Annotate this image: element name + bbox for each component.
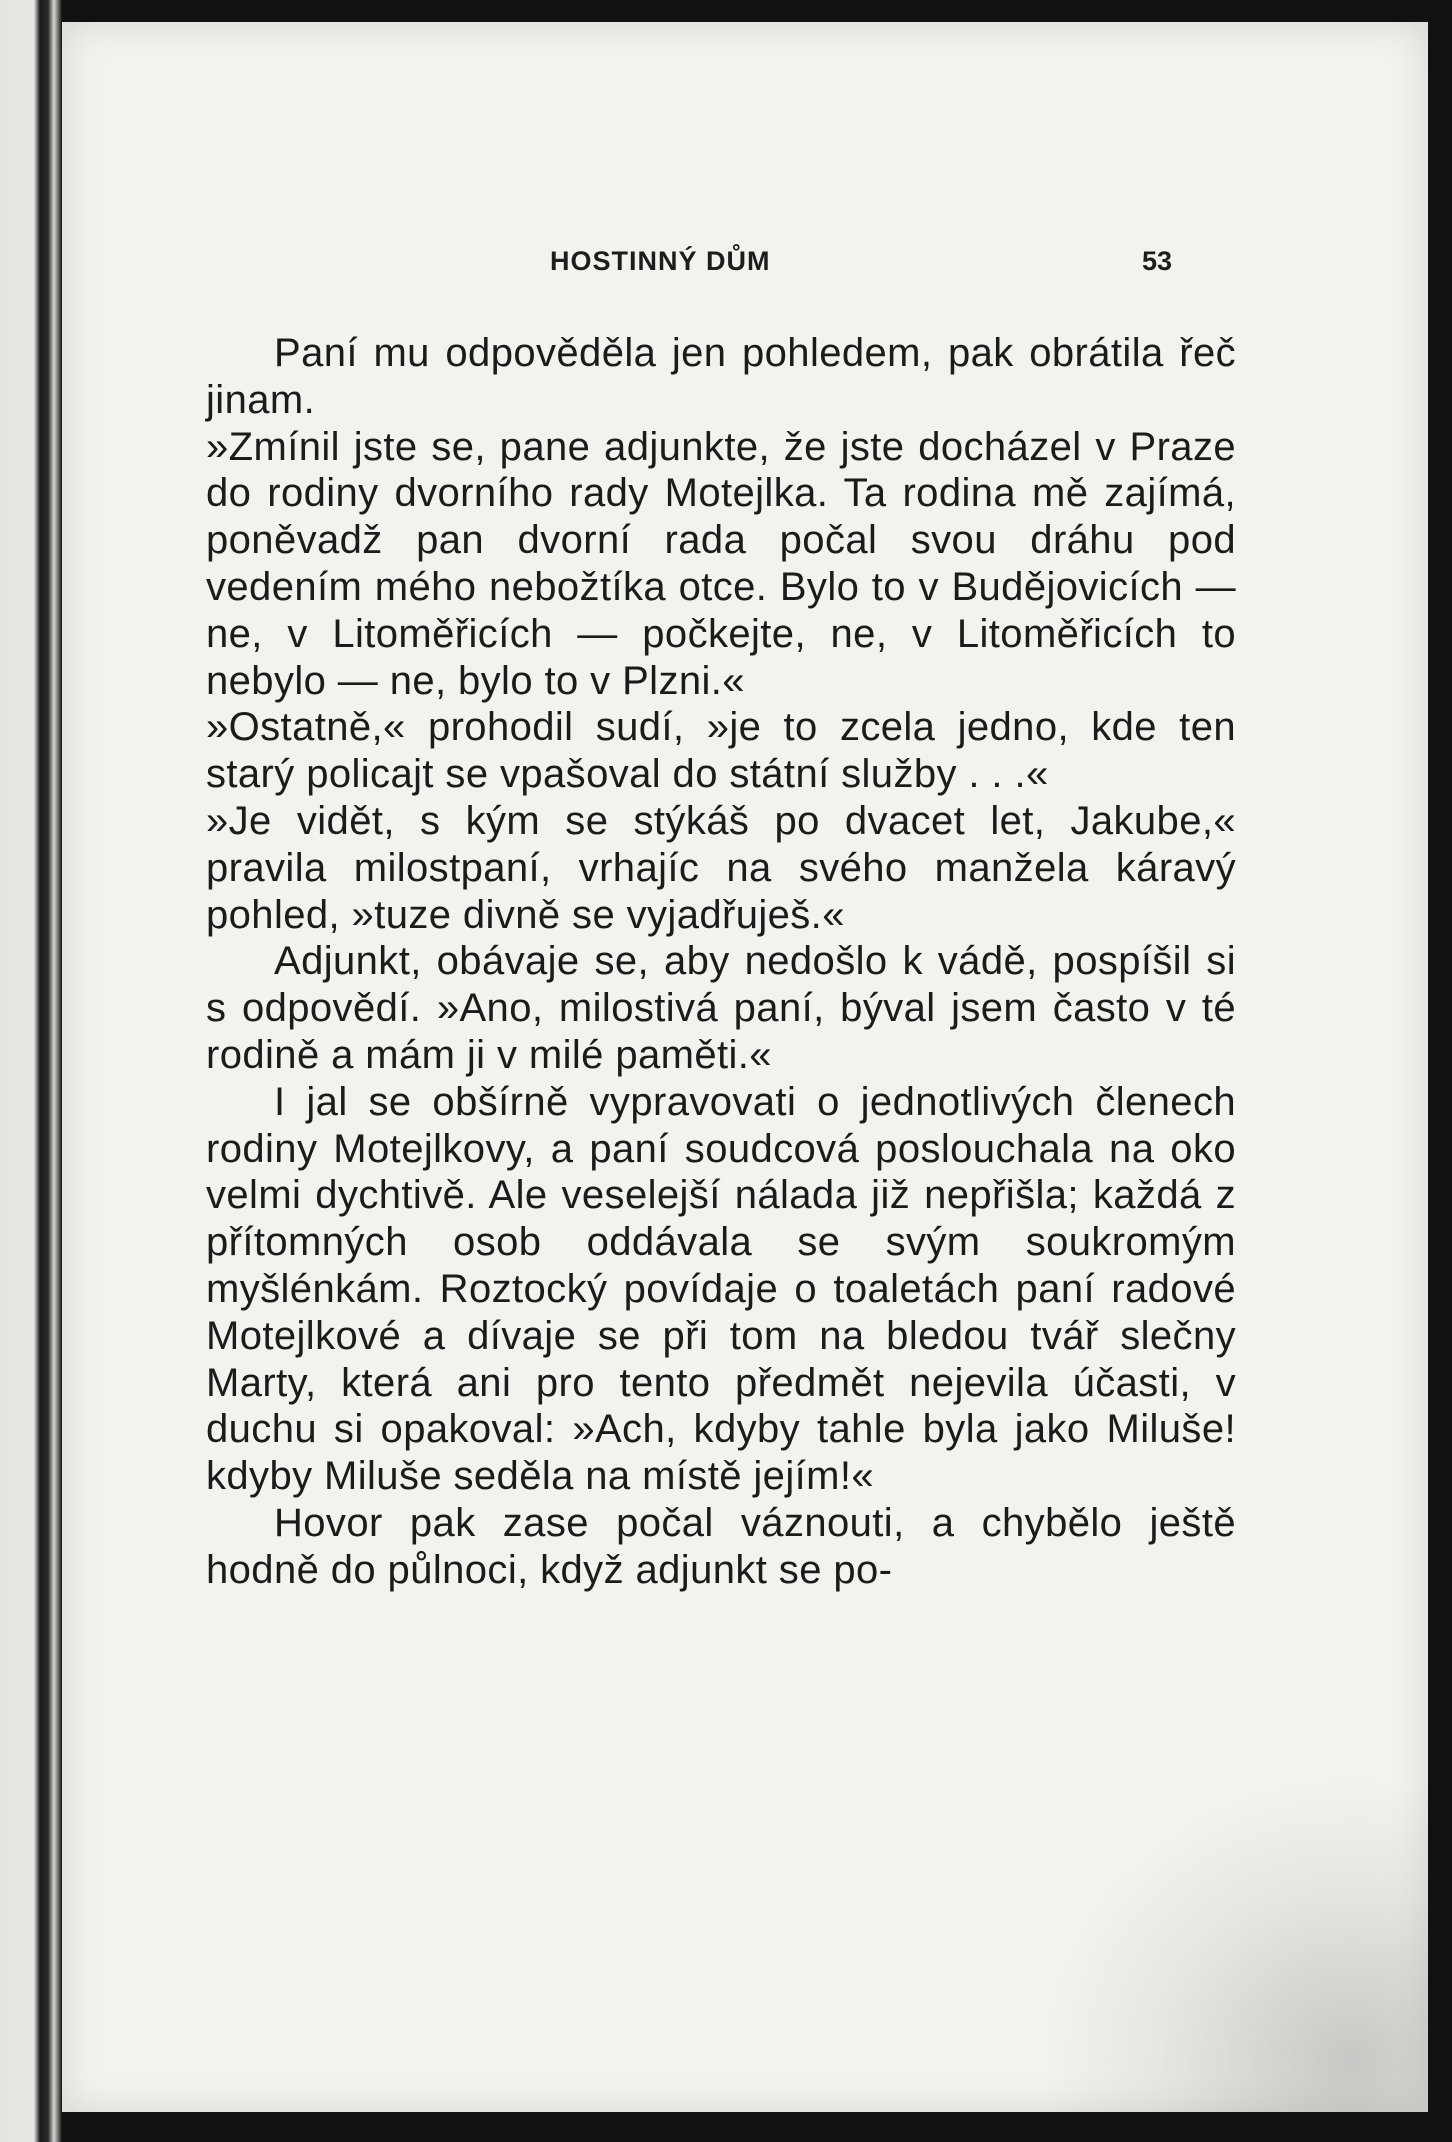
body-text bbox=[206, 330, 1236, 1594]
book-page bbox=[62, 22, 1428, 2112]
paragraph: Hovor pak zase počal váznouti, a chybělo ještě hodně do půlnoci, když adjunkt se po- bbox=[206, 1500, 1236, 1592]
paragraph: »Je vidět, s kým se stýkáš po dvacet let, Jakube,« pravila milostpaní, vrhajíc na svého manžela káravý pohled, »tuze divně se vyjadřuješ.« bbox=[206, 798, 1236, 937]
running-title: HOSTINNÝ DŮM bbox=[550, 246, 771, 276]
paragraph: »Ostatně,« prohodil sudí, »je to zcela jedno, kde ten starý policajt se vpašoval do státní služby . . .« bbox=[206, 705, 1236, 797]
paragraph: Adjunkt, obávaje se, aby nedošlo k vádě, pospíšil si s odpovědí. »Ano, milostivá paní, býval jsem často v té rodině a mám ji v milé paměti.« bbox=[206, 939, 1236, 1077]
book-gutter bbox=[0, 0, 62, 2142]
page-header bbox=[62, 246, 1428, 286]
paragraph: I jal se obšírně vypravovati o jednotlivých členech rodiny Motejlkovy, a paní soudcová poslouchala na oko velmi dychtivě. Ale veselejší nálada již nepřišla; každá z přítomných osob oddávala se svým soukromým myšlénkám. Roztocký povídaje o toaletách paní radové Motejlkové a dívaje se při tom na bledou tvář slečny Marty, která ani pro tento předmět nejevila účasti, v duchu si opakoval: »Ach, kdyby tahle byla jako Miluše! kdyby Miluše seděla na místě jejím!« bbox=[206, 1079, 1236, 1499]
scan-smudge bbox=[1048, 1782, 1428, 2112]
paragraph: Paní mu odpověděla jen pohledem, pak obrátila řeč jinam. bbox=[206, 331, 1236, 422]
paragraph: »Zmínil jste se, pane adjunkte, že jste docházel v Praze do rodiny dvorního rady Motejlka. Ta rodina mě zajímá, poněvadž pan dvorní rada počal svou dráhu pod vedením mého nebožtíka otce. Bylo to v Budějovicích — ne, v Litoměřicích — počkejte, ne, v Litoměřicích to nebylo — ne, bylo to v Plzni.« bbox=[206, 424, 1236, 703]
page-number: 53 bbox=[1142, 246, 1173, 276]
